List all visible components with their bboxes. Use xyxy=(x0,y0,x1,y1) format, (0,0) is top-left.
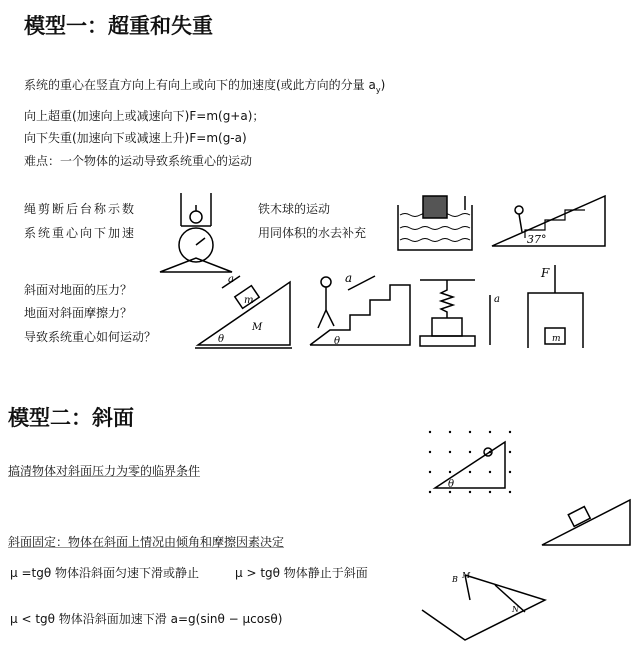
equation-equal: μ =tgθ 物体沿斜面匀速下滑或静止 xyxy=(10,566,199,580)
overweight-line: 向上超重(加速向上或减速向下)F=m(g+a)； xyxy=(24,109,265,123)
scale-diagram xyxy=(160,193,232,272)
equation-less: μ < tgθ 物体沿斜面加速下滑 a=g(sinθ − μcosθ) xyxy=(10,612,283,626)
model1-title: 模型一：超重和失重 xyxy=(24,14,213,38)
intro-text: 系统的重心在竖直方向上有向上或向下的加速度(或此方向的分量 a xyxy=(24,78,376,92)
label-M-2: M xyxy=(462,571,471,580)
question-1: 斜面对地面的压力？ xyxy=(24,283,133,297)
critical-condition: 搞清物体对斜面压力为零的临界条件 xyxy=(8,464,201,478)
intro-end: ) xyxy=(380,78,386,92)
dotted-incline-diagram xyxy=(429,431,511,493)
incline-block-2 xyxy=(542,500,630,545)
label-theta-3: θ xyxy=(448,479,455,490)
label-a: a xyxy=(228,274,234,285)
label-a-2: a xyxy=(345,271,353,285)
label-a-3: a xyxy=(494,294,500,305)
label-theta-2: θ xyxy=(334,336,341,347)
ball-note-1: 铁木球的运动 xyxy=(258,202,331,216)
ball-note-2: 用同体积的水去补充 xyxy=(258,226,367,240)
fixed-incline-note: 斜面固定：物体在斜面上情况由倾角和摩擦因素决定 xyxy=(8,535,285,549)
stairs-diagram xyxy=(492,196,605,246)
spring-diagram xyxy=(420,280,500,346)
lift-box-diagram xyxy=(528,265,583,348)
intro-sub: y xyxy=(375,85,381,95)
label-F: F xyxy=(541,266,550,280)
label-m-2: m xyxy=(552,334,561,344)
label-B: B xyxy=(452,575,458,584)
label-M: M xyxy=(252,322,263,333)
equation-greater: μ > tgθ 物体静止于斜面 xyxy=(235,566,368,580)
question-3: 导致系统重心如何运动？ xyxy=(24,330,157,344)
label-N: N xyxy=(512,605,519,614)
person-stairs-diagram xyxy=(310,271,410,347)
difficulty-line: 难点：一个物体的运动导致系统重心的运动 xyxy=(24,154,253,168)
incline-forces-diagram xyxy=(422,571,545,640)
weightless-line: 向下失重(加速向下或减速上升)F=m(g-a) xyxy=(24,131,247,145)
incline-block-diagram xyxy=(195,274,292,348)
label-m: m xyxy=(244,295,254,306)
scale-note-1: 绳剪断后台称示数 xyxy=(24,202,137,216)
angle-37-label: 37° xyxy=(527,233,547,246)
beaker-diagram xyxy=(398,196,472,250)
label-theta: θ xyxy=(218,334,225,345)
question-2: 地面对斜面摩擦力？ xyxy=(24,306,133,320)
model2-title: 模型二：斜面 xyxy=(8,406,134,430)
scale-note-2: 系统重心向下加速 xyxy=(24,226,137,240)
